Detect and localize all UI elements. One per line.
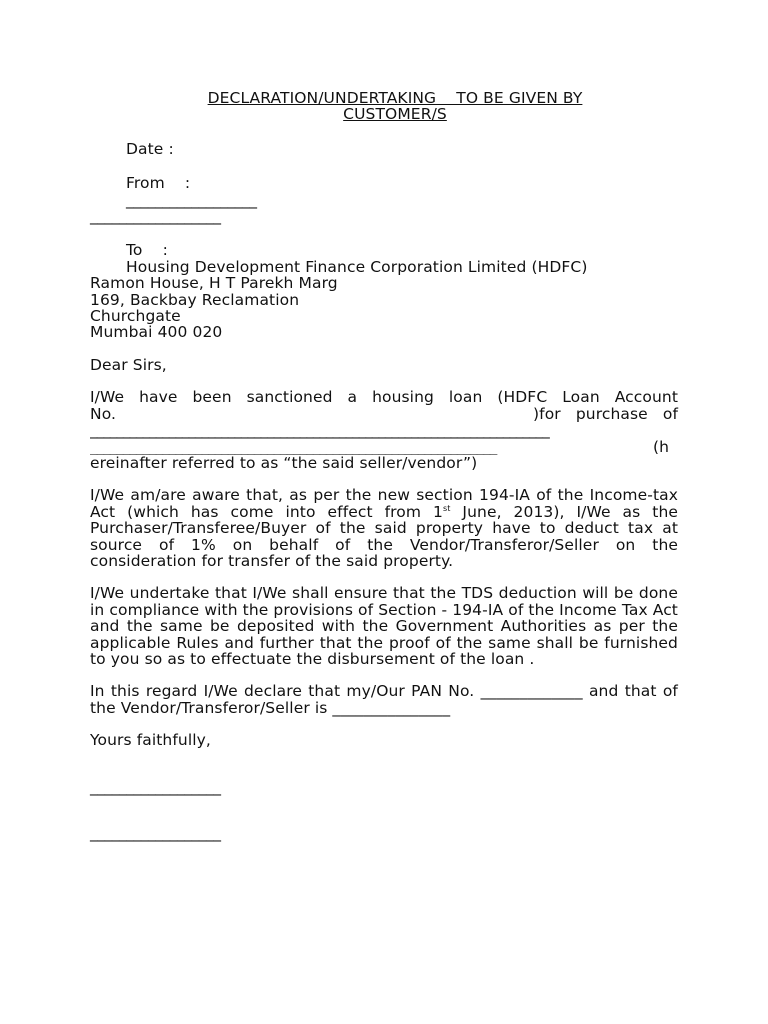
tds-awareness-text-1: I/We am/are aware that, as per the new section 194-IA of the Income-tax Act (which has come into effect from 1 [90, 486, 678, 521]
address-line-4: Mumbai 400 020 [90, 323, 223, 342]
salutation: Dear Sirs, [90, 355, 167, 374]
loan-no-label: No. [90, 404, 117, 423]
title-line-2: CUSTOMER/S [343, 105, 447, 124]
document-title [90, 90, 678, 123]
address-line-3: Churchgate [90, 307, 181, 326]
date-label: Date : [126, 139, 174, 158]
paragraph-tds-awareness [90, 487, 678, 569]
loan-purchase-text: )for purchase of [532, 404, 678, 423]
paragraph-tds-undertaking: I/We undertake that I/We shall ensure that the TDS deduction will be done in compliance with the provisions of Section - 194-IA of the Income Tax Act and the same be deposited with the Government Authorities as per the applicable Rules and further that the proof of the same shall be furnished to you so as to effectuate the disbursement of the loan . [90, 584, 678, 668]
paragraph-pan-declaration: In this regard I/We declare that my/Our PAN No. _____________ and that of the Vendor/Transferor/Seller is _______________ [90, 682, 678, 717]
address-line-2: 169, Backbay Reclamation [90, 290, 300, 309]
signature-line-2: __________________ [90, 824, 221, 842]
addressee-company: Housing Development Finance Corporation Limited (HDFC) [126, 257, 588, 276]
paragraph-loan-details [90, 389, 678, 471]
address-line-1: Ramon House, H T Parekh Marg [90, 274, 338, 293]
ordinal-superscript: st [442, 503, 451, 513]
loan-line-2 [90, 406, 678, 422]
loan-line-5: ereinafter referred to as “the said seller/vendor”) [90, 453, 478, 472]
loan-line-4 [90, 439, 678, 455]
from-blank-line-1: __________________ [126, 190, 257, 209]
declaration-document [90, 90, 678, 841]
from-blank-line-2: __________________ [90, 207, 221, 226]
closing-text: Yours faithfully, [90, 731, 211, 750]
to-label: To : [126, 241, 168, 260]
signature-line-1: __________________ [90, 777, 221, 796]
title-line-1: DECLARATION/UNDERTAKING TO BE GIVEN BY [207, 89, 583, 107]
tds-awareness-text-2: June, 2013), I/We as the Purchaser/Transferee/Buyer of the said property have to deduct tax at source of 1% on behalf of the Vendor/Transferor/Seller on the consideration for transfer of the said property. [90, 502, 679, 570]
property-blank-line-1: ______________________________________________________________________ [90, 422, 549, 439]
loan-line-1: I/We have been sanctioned a housing loan (HDFC Loan Account [90, 388, 678, 407]
from-label: From : [126, 174, 191, 193]
hereinafter-start: (h [653, 437, 670, 456]
property-blank-line-2: ______________________________________________________________ [90, 438, 497, 455]
